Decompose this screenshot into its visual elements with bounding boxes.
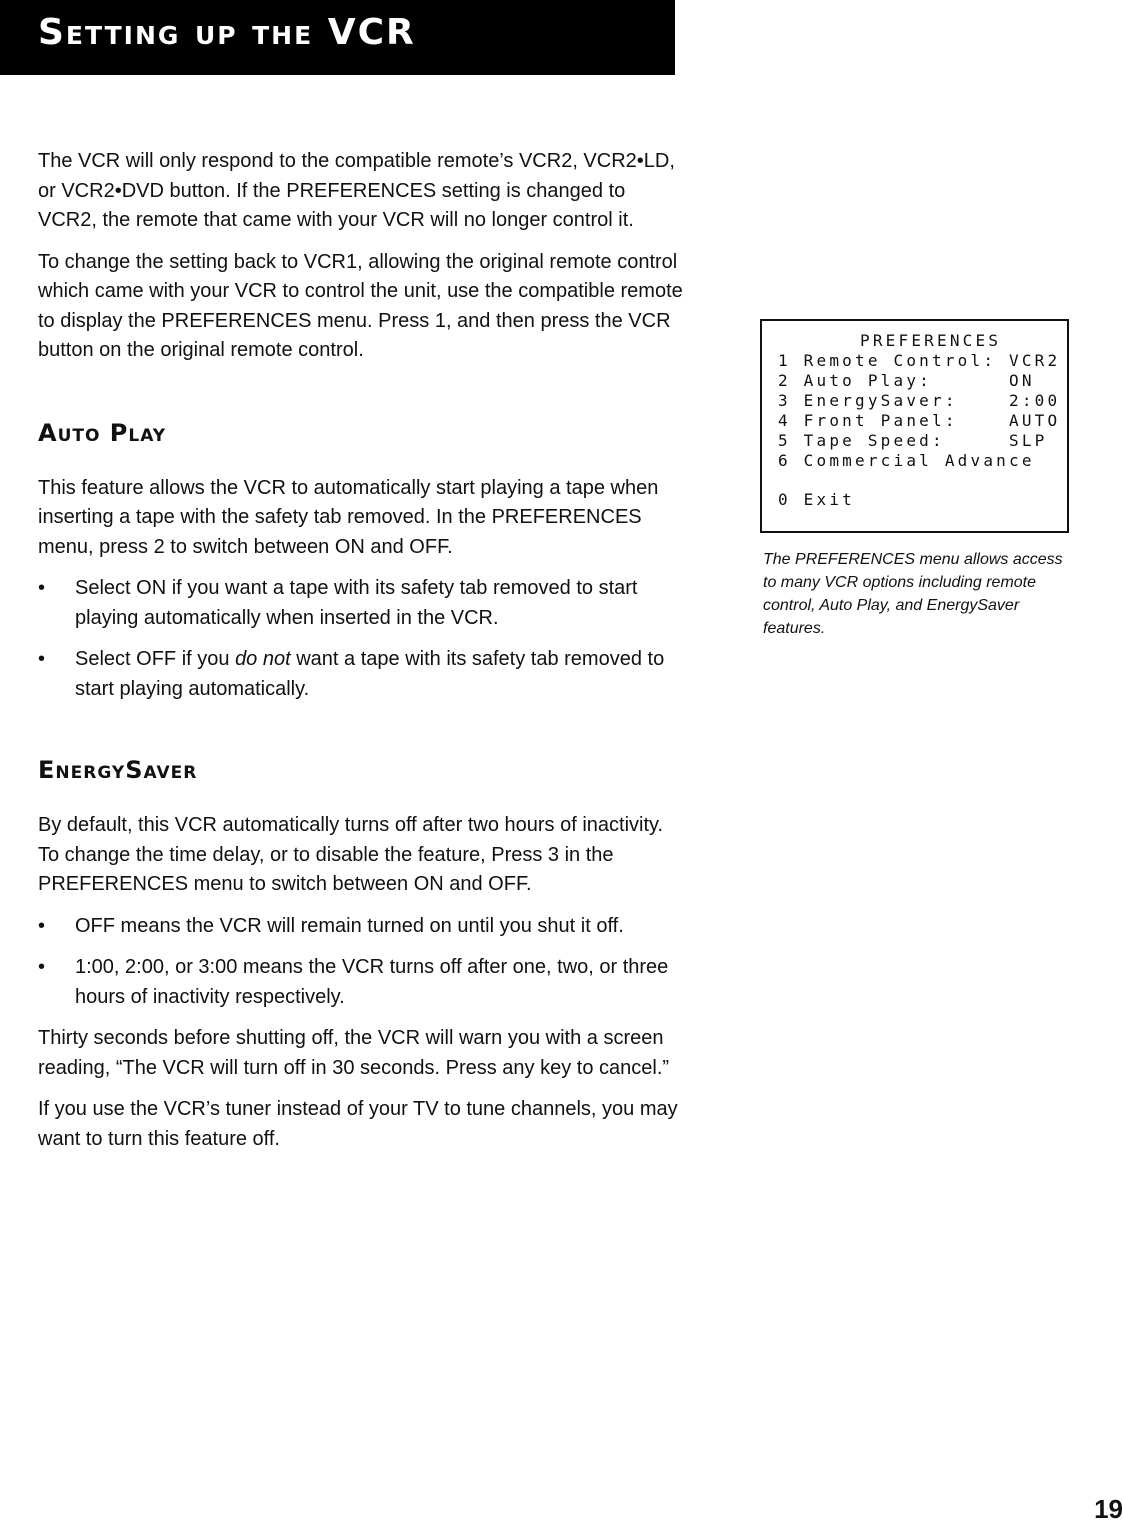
intro-paragraph-1: The VCR will only respond to the compatible remote’s VCR2, VCR2•LD, or VCR2•DVD button. If the PREFERENCES setting is changed to VCR2, the remote that came with your VCR will no longer control it.: [38, 150, 675, 231]
page-title: Setting up the VCR: [38, 12, 416, 53]
page-number: 19: [1094, 1494, 1123, 1524]
energysaver-paragraph-2: Thirty seconds before shutting off, the VCR will warn you with a screen reading, “The VCR will turn off in 30 seconds. Press any key to cancel.”: [38, 1027, 670, 1079]
bullet-icon: •: [38, 914, 46, 937]
menu-item-front-panel: 4 Front Panel: AUTO: [778, 411, 1061, 430]
auto-play-bullet-list: [38, 574, 688, 704]
bullet-icon: •: [38, 956, 46, 978]
list-item: [38, 645, 688, 704]
list-item-text: 1:00, 2:00, or 3:00 means the VCR turns off after one, two, or three hours of inactivity respectively.: [75, 956, 669, 1008]
intro-paragraph-2: To change the setting back to VCR1, allowing the original remote control which came with your VCR to control the unit, use the compatible remote to display the PREFERENCES menu. Press 1, and then press the VCR button on the original remote control.: [38, 250, 683, 361]
list-item: [38, 953, 688, 1012]
list-item: [38, 574, 688, 633]
list-item-text: OFF means the VCR will remain turned on until you shut it off.: [75, 914, 624, 937]
energysaver-bullet-list: [38, 912, 688, 1013]
menu-item-exit: 0 Exit: [778, 490, 855, 509]
energysaver-paragraph-1: By default, this VCR automatically turns off after two hours of inactivity. To change the time delay, or to disable the feature, Press 3 in the PREFERENCES menu to switch between ON and OFF.: [38, 814, 664, 895]
menu-item-energysaver: 3 EnergySaver: 2:00: [778, 391, 1061, 410]
energysaver-heading: EnergySaver: [38, 756, 198, 784]
list-item-text-start: Select OFF if you: [75, 648, 236, 670]
bullet-icon: •: [38, 648, 46, 670]
menu-item-commercial-advance: 6 Commercial Advance: [778, 451, 1035, 470]
menu-item-tape-speed: 5 Tape Speed: SLP: [778, 431, 1048, 450]
header-bar: [0, 0, 675, 75]
menu-item-auto-play: 2 Auto Play: ON: [778, 371, 1035, 390]
preferences-menu: [760, 319, 1069, 533]
energysaver-paragraph-3: If you use the VCR’s tuner instead of your TV to tune channels, you may want to turn this feature off.: [38, 1098, 678, 1150]
auto-play-paragraph: This feature allows the VCR to automatically start playing a tape when inserting a tape with the safety tab removed. In the PREFERENCES menu, press 2 to switch between ON and OFF.: [38, 476, 659, 558]
auto-play-heading: Auto Play: [38, 418, 167, 447]
emphasis-text: do not: [235, 648, 291, 670]
menu-caption: The PREFERENCES menu allows access to many VCR options including remote control, Auto Play, and EnergySaver features.: [763, 551, 1063, 637]
list-item-text-end: want a tape with its safety tab removed to start playing automatically.: [75, 648, 665, 700]
main-column: [38, 147, 688, 1166]
bullet-icon: •: [38, 577, 46, 599]
menu-item-remote-control: 1 Remote Control: VCR2: [778, 351, 1061, 370]
list-item: [38, 912, 688, 942]
list-item-text: Select ON if you want a tape with its safety tab removed to start playing automatically when inserted in the VCR.: [75, 577, 638, 629]
menu-title: PREFERENCES: [860, 331, 1002, 350]
